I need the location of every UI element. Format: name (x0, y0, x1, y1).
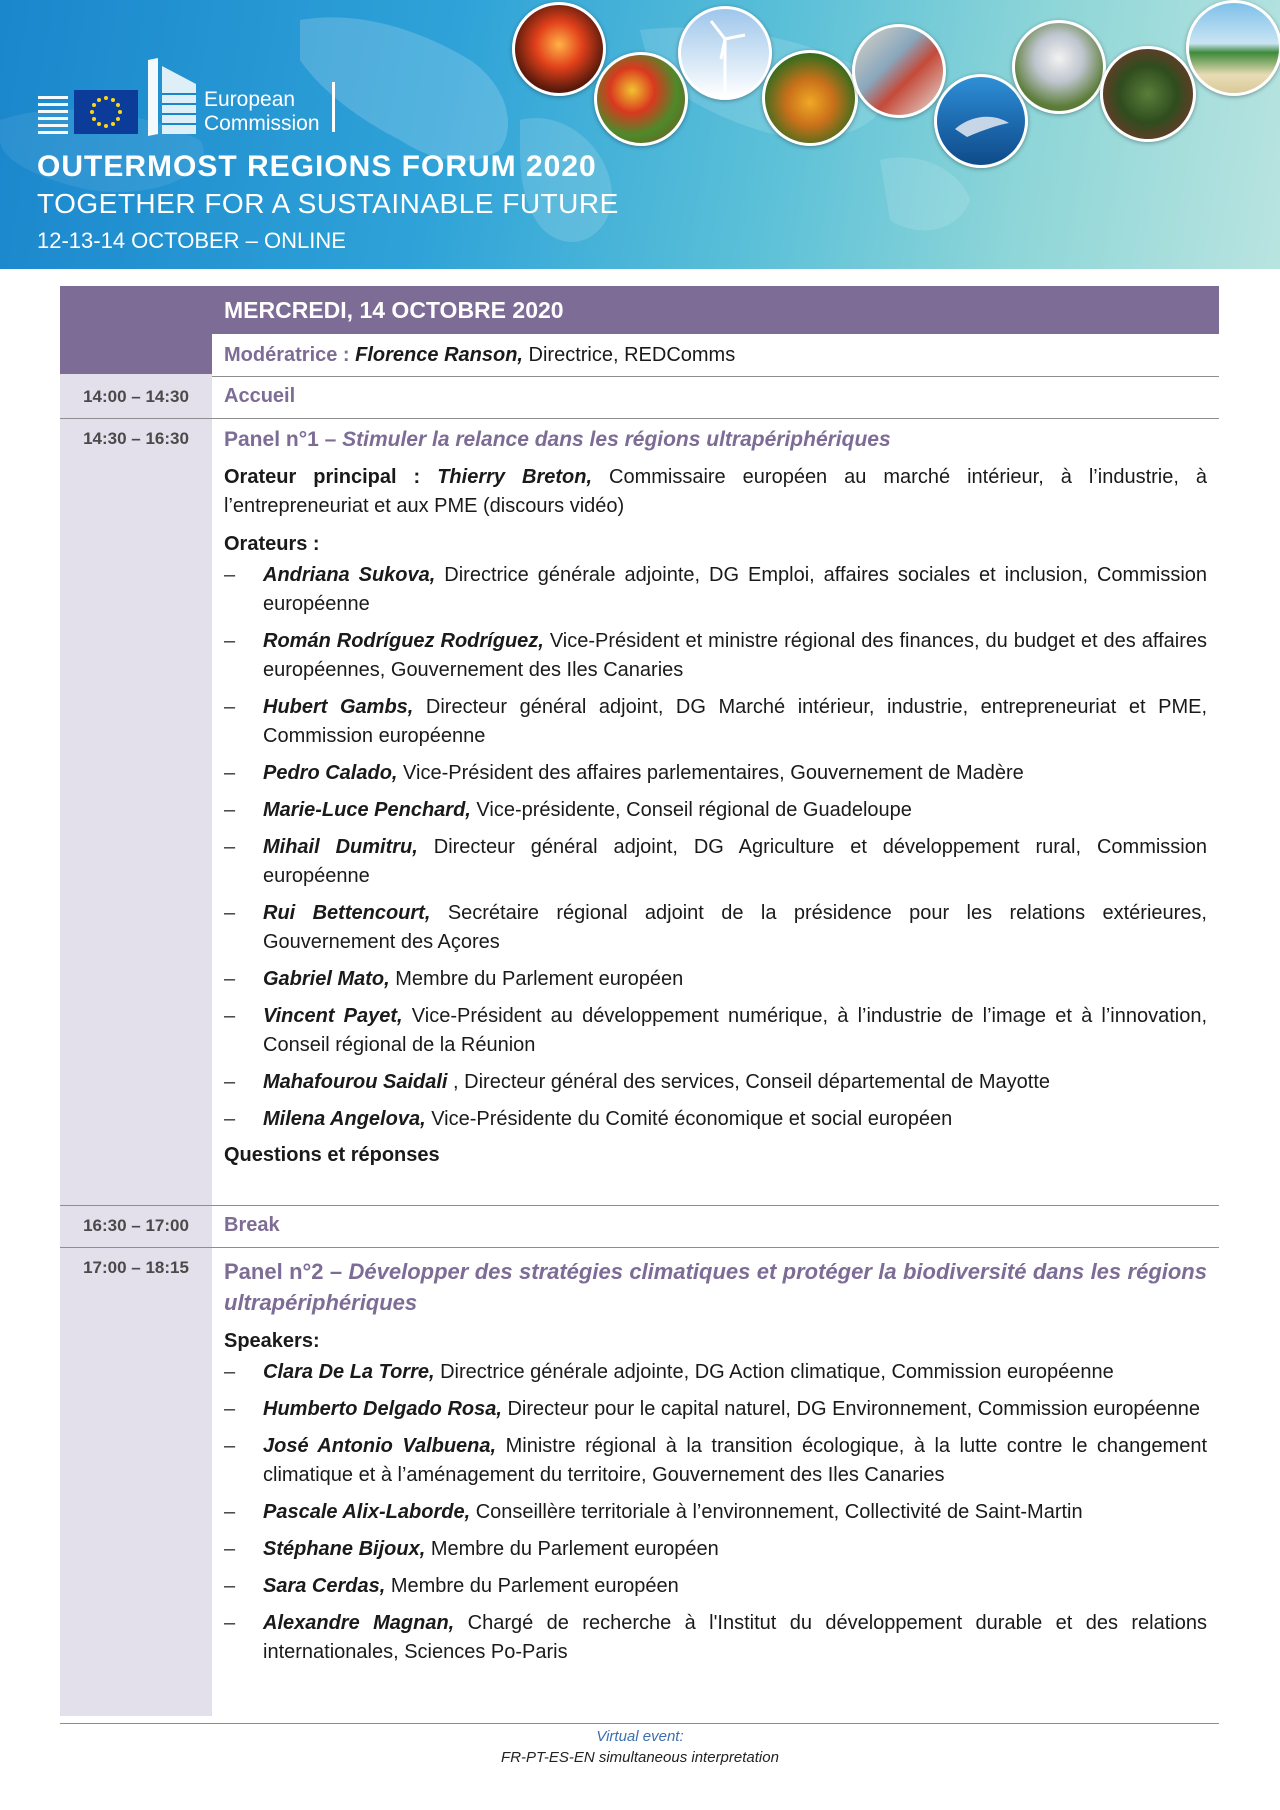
speaker-role: Directeur pour le capital naturel, DG Environnement, Commission européenne (507, 1398, 1201, 1420)
forum-subtitle: TOGETHER FOR A SUSTAINABLE FUTURE (37, 188, 619, 219)
list-dash: – (224, 1398, 236, 1420)
speaker-role: Vice-Président et ministre régional des finances, du budget et des affaires européennes, Gouvernement des Iles Canaries (263, 630, 1208, 681)
observatory-photo (1012, 20, 1106, 114)
speaker-name: Stéphane Bijoux, (263, 1538, 426, 1560)
beach-photo (1186, 0, 1280, 96)
speaker-role: Vice-Président des affaires parlementaires, Gouvernement de Madère (403, 762, 1024, 784)
market-produce-photo (594, 52, 688, 146)
speaker-item (224, 1068, 1207, 1097)
logo-divider (332, 82, 335, 132)
keynote-role: Commissaire européen au marché intérieur, à l’industrie, à l’entrepreneuriat et aux PME (discours vidéo) (224, 466, 1208, 517)
speaker-role: Secrétaire régional adjoint de la présidence pour les relations extérieures, Gouvernement des Açores (263, 902, 1207, 953)
speaker-role: Directrice générale adjointe, DG Emploi, affaires sociales et inclusion, Commission européenne (263, 564, 1208, 615)
speaker-name: Gabriel Mato, (263, 968, 390, 990)
speaker-item (224, 1572, 1207, 1601)
moderator-name: Florence Ranson, (355, 344, 523, 366)
speaker-name: Vincent Payet, (263, 1005, 403, 1027)
session-title: Accueil (224, 385, 296, 407)
speaker-name: Mahafourou Saidali (263, 1071, 448, 1093)
speaker-name: Andriana Sukova, (263, 564, 436, 586)
list-dash: – (224, 1108, 236, 1130)
speaker-role: Directeur général adjoint, DG Marché intérieur, industrie, entrepreneuriat et PME, Commission européenne (263, 696, 1208, 747)
org-line-2: Commission (204, 112, 320, 135)
speaker-name: Román Rodríguez Rodríguez, (263, 630, 544, 652)
speaker-role: Ministre régional à la transition écologique, à la lutte contre le changement climatique et à l’aménagement du territoire, Gouvernement des Iles Canaries (263, 1435, 1208, 1486)
header-banner (0, 0, 1280, 269)
keynote-name: Thierry Breton, (437, 466, 593, 488)
speaker-name: Alexandre Magnan, (263, 1612, 455, 1634)
speaker-item (224, 899, 1207, 957)
speaker-name: Rui Bettencourt, (263, 902, 431, 924)
keynote-label: Orateur principal : (224, 466, 421, 488)
speaker-item (224, 1432, 1207, 1490)
day-title: MERCREDI, 14 OCTOBRE 2020 (224, 297, 564, 323)
session-row (60, 419, 1219, 1206)
speaker-name: José Antonio Valbuena, (263, 1435, 497, 1457)
speaker-item (224, 796, 1207, 825)
speaker-role: Membre du Parlement européen (390, 1575, 679, 1597)
speaker-item (224, 1395, 1207, 1424)
list-dash: – (224, 696, 236, 718)
moderator-role: Directrice, REDComms (528, 344, 736, 366)
qa-label: Questions et réponses (224, 1144, 440, 1166)
keynote-line (224, 463, 1207, 521)
footer-line-1: Virtual event: (596, 1728, 684, 1745)
speaker-item (224, 1609, 1207, 1667)
list-dash: – (224, 1575, 236, 1597)
speaker-role: Vice-Président au développement numérique, à l’industrie de l’image et à l’innovation, Conseil régional de la Réunion (263, 1005, 1207, 1056)
speaker-item (224, 759, 1207, 788)
speaker-item (224, 1358, 1207, 1387)
session-time: 16:30 – 17:00 (83, 1216, 189, 1235)
panel-1-title (224, 427, 1207, 453)
speaker-name: Marie-Luce Penchard, (263, 799, 471, 821)
list-dash: – (224, 762, 236, 784)
speaker-item (224, 833, 1207, 891)
session-row (60, 1248, 1219, 1724)
list-dash: – (224, 968, 236, 990)
speaker-role: Chargé de recherche à l'Institut du développement durable et des relations internationales, Sciences Po-Paris (263, 1612, 1207, 1663)
speaker-item (224, 561, 1207, 619)
session-time: 17:00 – 18:15 (83, 1258, 189, 1277)
speaker-name: Clara De La Torre, (263, 1361, 435, 1383)
speaker-role: Membre du Parlement européen (430, 1538, 719, 1560)
panel-1-theme: Stimuler la relance dans les régions ultrapériphériques (342, 428, 891, 451)
eu-flag-icon (74, 90, 138, 134)
list-dash: – (224, 799, 236, 821)
speaker-item (224, 1498, 1207, 1527)
speaker-item (224, 693, 1207, 751)
list-dash: – (224, 630, 236, 652)
speaker-role: Membre du Parlement européen (395, 968, 684, 990)
volcano-photo (512, 2, 606, 96)
panel-2-prefix: Panel n°2 – (224, 1259, 343, 1284)
panel-2-speakers (224, 1358, 1207, 1667)
org-line-1: European (204, 88, 296, 111)
speaker-name: Pascale Alix-Laborde, (263, 1501, 471, 1523)
speaker-role: , Directeur général des services, Conseil départemental de Mayotte (453, 1071, 1050, 1093)
list-dash: – (224, 564, 236, 586)
speaker-item (224, 1105, 1207, 1134)
panel-1-prefix: Panel n°1 – (224, 428, 337, 451)
speaker-role: Conseillère territoriale à l’environnement, Collectivité de Saint-Martin (475, 1501, 1083, 1523)
speakers-heading: Speakers: (224, 1330, 320, 1352)
forum-dates: 12-13-14 OCTOBER – ONLINE (37, 228, 346, 253)
speaker-item (224, 1535, 1207, 1564)
session-title: Break (224, 1214, 280, 1236)
panel-2-title (224, 1256, 1207, 1318)
speaker-role: Directeur général adjoint, DG Agriculture et développement rural, Commission européenne (263, 836, 1207, 887)
session-row (60, 1206, 1219, 1248)
list-dash: – (224, 1501, 236, 1523)
speaker-name: Sara Cerdas, (263, 1575, 386, 1597)
speaker-item (224, 965, 1207, 994)
panel-1-speakers (224, 561, 1207, 1134)
panel-2-theme: Développer des stratégies climatiques et protéger la biodiversité dans les régions ultrapériphériques (224, 1259, 1207, 1315)
list-dash: – (224, 1071, 236, 1093)
european-commission-logo (36, 50, 346, 140)
speaker-role: Vice-Présidente du Comité économique et social européen (431, 1108, 953, 1130)
session-time: 14:00 – 14:30 (83, 387, 189, 406)
list-dash: – (224, 1005, 236, 1027)
speaker-item (224, 627, 1207, 685)
leaf-photo (1100, 46, 1196, 142)
day-header (212, 286, 1219, 334)
speaker-role: Directrice générale adjointe, DG Action climatique, Commission européenne (440, 1361, 1114, 1383)
speaker-role: Vice-présidente, Conseil régional de Guadeloupe (476, 799, 912, 821)
footer-note (0, 1726, 1280, 1768)
list-dash: – (224, 1435, 236, 1457)
wind-turbine-photo (678, 6, 772, 100)
dolphin-photo (934, 74, 1028, 168)
speaker-name: Mihail Dumitru, (263, 836, 418, 858)
programme-table (60, 286, 1219, 1724)
footer-line-2: FR-PT-ES-EN simultaneous interpretation (501, 1749, 779, 1766)
boats-photo (852, 24, 946, 118)
speaker-name: Milena Angelova, (263, 1108, 426, 1130)
speaker-name: Humberto Delgado Rosa, (263, 1398, 502, 1420)
speaker-name: Hubert Gambs, (263, 696, 414, 718)
list-dash: – (224, 1361, 236, 1383)
list-dash: – (224, 902, 236, 924)
list-dash: – (224, 836, 236, 858)
header-left-cell (60, 286, 212, 374)
moderator-label: Modératrice : (224, 344, 350, 366)
moderator-line (212, 334, 1219, 377)
list-dash: – (224, 1612, 236, 1634)
forum-title: OUTERMOST REGIONS FORUM 2020 (37, 150, 597, 183)
fruit-photo (762, 50, 858, 146)
list-dash: – (224, 1538, 236, 1560)
session-row (60, 377, 1219, 419)
session-time: 14:30 – 16:30 (83, 429, 189, 448)
speakers-heading: Orateurs : (224, 533, 320, 555)
speaker-name: Pedro Calado, (263, 762, 398, 784)
commission-wordmark (204, 88, 320, 136)
speaker-item (224, 1002, 1207, 1060)
